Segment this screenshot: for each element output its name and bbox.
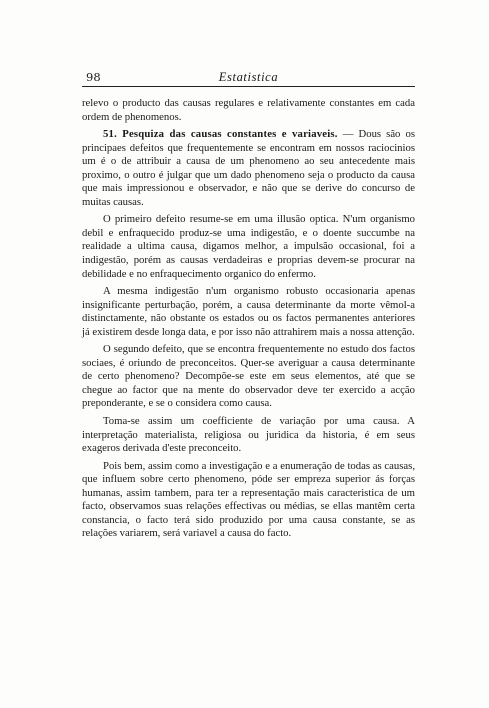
paragraph: O primeiro defeito resume-se em uma illusão optica. N'um organismo debil e enfraquecido produz-se uma indigestão, e o doente succumbe na realidade a ultima causa, digamos melhor, a impulsão occasional, foi a indigestão, porém as causas verdadeiras e proprias devem-se procurar na debilidade e no enfraquecimento organico do enfermo. [82, 213, 415, 280]
page-number: 98 [86, 70, 101, 84]
section-text: — Dous são os principaes defeitos que frequentemente se encontram em nossos raciocinios um é o de attribuir a causa de um phenomeno ao seu antecedente mais proximo, o outro é julgar que um dado phenomeno seja o producto da causa que mais impressionou e observador, e não que se derive do concurso de muitas causas. [82, 128, 415, 208]
page-header [82, 70, 415, 87]
paragraph: A mesma indigestão n'um organismo robusto occasionaria apenas insignificante perturbação, porém, a causa determinante da morte vêmol-a distinctamente, não obstante os estados ou os factos permanentes anteriores já existirem desde longa data, e por isso não attrahirem mais a nossa attenção. [82, 285, 415, 338]
paragraph-section-51 [82, 128, 415, 209]
section-heading: 51. Pesquiza das causas constantes e variaveis. [103, 128, 338, 141]
paragraph-continuation: relevo o producto das causas regulares e relativamente constantes em cada ordem de phenomenos. [82, 97, 415, 123]
body-text [82, 97, 415, 541]
paragraph: Pois bem, assim como a investigação e a enumeração de todas as causas, que influem sobre certo phenomeno, póde ser empreza superior ás forças humanas, assim tambem, para ter a representação mais caracteristica de um facto, observamos suas relações effectivas ou médias, se ellas mantêm certa constancia, o facto terá sido produzido por uma causa constante, se as relações variarem, será variavel a causa do facto. [82, 459, 415, 540]
running-title: Estatistica [218, 70, 279, 84]
paragraph: Toma-se assim um coefficiente de variação por uma causa. A interpretação materialista, religiosa ou juridica da historia, é em seus exageros derivada d'este preconceito. [82, 415, 415, 455]
paragraph: O segundo defeito, que se encontra frequentemente no estudo dos factos sociaes, é oriundo de preconceitos. Quer-se averiguar a causa determinante de certo phenomeno? Decompõe-se este em seus elementos, até que se chegue ao factor que na mente do observador deve ter exercido a acção preponderante, e se o considera como causa. [82, 343, 415, 410]
